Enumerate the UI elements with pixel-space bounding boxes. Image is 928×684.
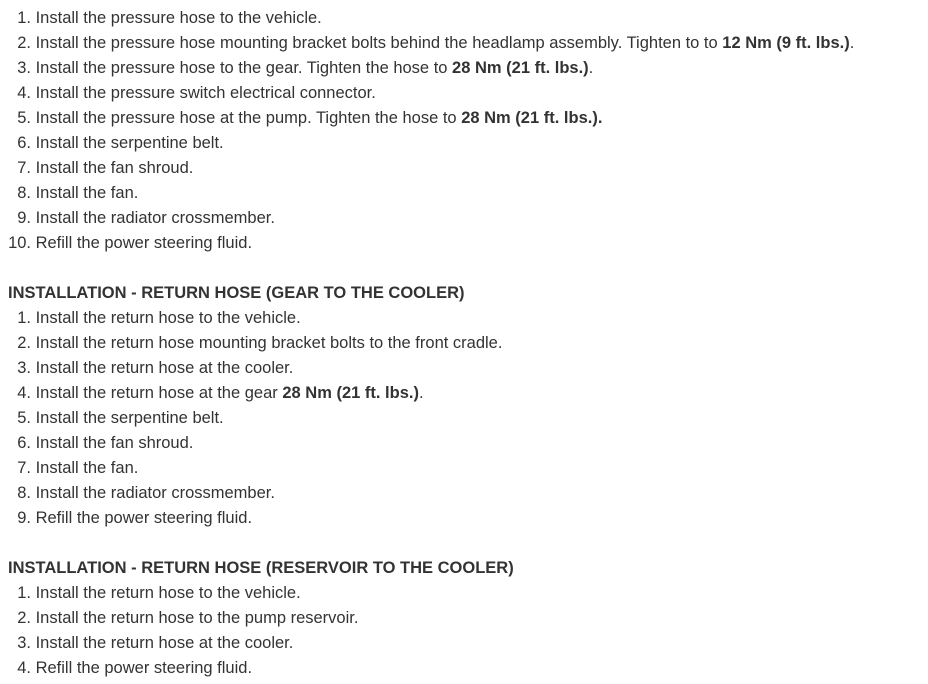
step-number: 5.: [17, 109, 31, 127]
step-text-end: .: [418, 384, 424, 402]
step-item: [0, 506, 928, 531]
step-number: 3.: [17, 359, 31, 377]
step-item: [0, 631, 928, 656]
step-number: 4.: [17, 384, 31, 402]
step-number: 6.: [17, 434, 31, 452]
section-spacer: [0, 531, 928, 556]
step-item: [0, 206, 928, 231]
step-item: [0, 31, 928, 56]
step-text: Install the fan shroud.: [35, 434, 194, 452]
step-text: Install the fan.: [35, 184, 139, 202]
step-number: 5.: [17, 409, 31, 427]
step-item: [0, 181, 928, 206]
torque-spec: 28 Nm (21 ft. lbs.): [282, 384, 419, 402]
step-text: Refill the power steering fluid.: [35, 659, 253, 677]
step-item: [0, 356, 928, 381]
step-number: 1.: [17, 9, 31, 27]
pressure-hose-steps: [0, 6, 928, 256]
step-number: 4.: [17, 84, 31, 102]
return-hose-reservoir-steps: [0, 581, 928, 681]
step-number: 7.: [17, 159, 31, 177]
step-item: [0, 106, 928, 131]
step-number: 6.: [17, 134, 31, 152]
step-text-end: .: [588, 59, 594, 77]
step-item: [0, 431, 928, 456]
step-number: 10.: [8, 234, 31, 252]
step-item: [0, 81, 928, 106]
step-number: 2.: [17, 334, 31, 352]
step-number: 9.: [17, 209, 31, 227]
step-text: Install the radiator crossmember.: [35, 484, 275, 502]
step-text: Install the pressure hose to the vehicle.: [35, 9, 322, 27]
step-text: Install the return hose to the vehicle.: [35, 584, 301, 602]
step-item: [0, 131, 928, 156]
step-item: [0, 406, 928, 431]
step-item: [0, 656, 928, 681]
step-text: Refill the power steering fluid.: [35, 234, 253, 252]
step-text: Install the serpentine belt.: [35, 134, 224, 152]
section-heading-reservoir-to-cooler: INSTALLATION - RETURN HOSE (RESERVOIR TO THE COOLER): [8, 559, 514, 577]
step-number: 1.: [17, 309, 31, 327]
torque-spec: 28 Nm (21 ft. lbs.).: [461, 109, 603, 127]
step-number: 2.: [17, 609, 31, 627]
step-item: [0, 331, 928, 356]
step-number: 8.: [17, 484, 31, 502]
section-heading-gear-to-cooler: INSTALLATION - RETURN HOSE (GEAR TO THE COOLER): [8, 284, 465, 302]
step-item: [0, 456, 928, 481]
step-text: Install the pressure switch electrical connector.: [35, 84, 376, 102]
step-text: Install the serpentine belt.: [35, 409, 224, 427]
step-number: 9.: [17, 509, 31, 527]
step-number: 1.: [17, 584, 31, 602]
step-number: 3.: [17, 59, 31, 77]
step-text: Install the return hose at the cooler.: [35, 634, 294, 652]
step-item: [0, 481, 928, 506]
step-item: [0, 606, 928, 631]
section-spacer: [0, 256, 928, 281]
torque-spec: 12 Nm (9 ft. lbs.): [722, 34, 850, 52]
step-text: Install the fan.: [35, 459, 139, 477]
step-text: Install the return hose to the pump reservoir.: [35, 609, 359, 627]
step-text: Install the pressure hose at the pump. Tighten the hose to: [35, 109, 462, 127]
step-number: 2.: [17, 34, 31, 52]
step-item: [0, 6, 928, 31]
step-number: 8.: [17, 184, 31, 202]
step-item: [0, 381, 928, 406]
step-text: Install the radiator crossmember.: [35, 209, 275, 227]
step-text: Install the return hose mounting bracket bolts to the front cradle.: [35, 334, 503, 352]
step-item: [0, 306, 928, 331]
step-text: Install the pressure hose mounting bracket bolts behind the headlamp assembly. Tighten to to: [35, 34, 723, 52]
return-hose-gear-steps: [0, 306, 928, 531]
step-number: 4.: [17, 659, 31, 677]
step-number: 3.: [17, 634, 31, 652]
step-text: Install the pressure hose to the gear. Tighten the hose to: [35, 59, 453, 77]
step-text: Install the return hose at the gear: [35, 384, 283, 402]
step-text: Install the return hose to the vehicle.: [35, 309, 301, 327]
step-number: 7.: [17, 459, 31, 477]
step-item: [0, 581, 928, 606]
step-text-end: .: [849, 34, 855, 52]
step-item: [0, 56, 928, 81]
step-text: Refill the power steering fluid.: [35, 509, 253, 527]
torque-spec: 28 Nm (21 ft. lbs.): [452, 59, 589, 77]
step-item: [0, 231, 928, 256]
step-item: [0, 156, 928, 181]
step-text: Install the fan shroud.: [35, 159, 194, 177]
step-text: Install the return hose at the cooler.: [35, 359, 294, 377]
